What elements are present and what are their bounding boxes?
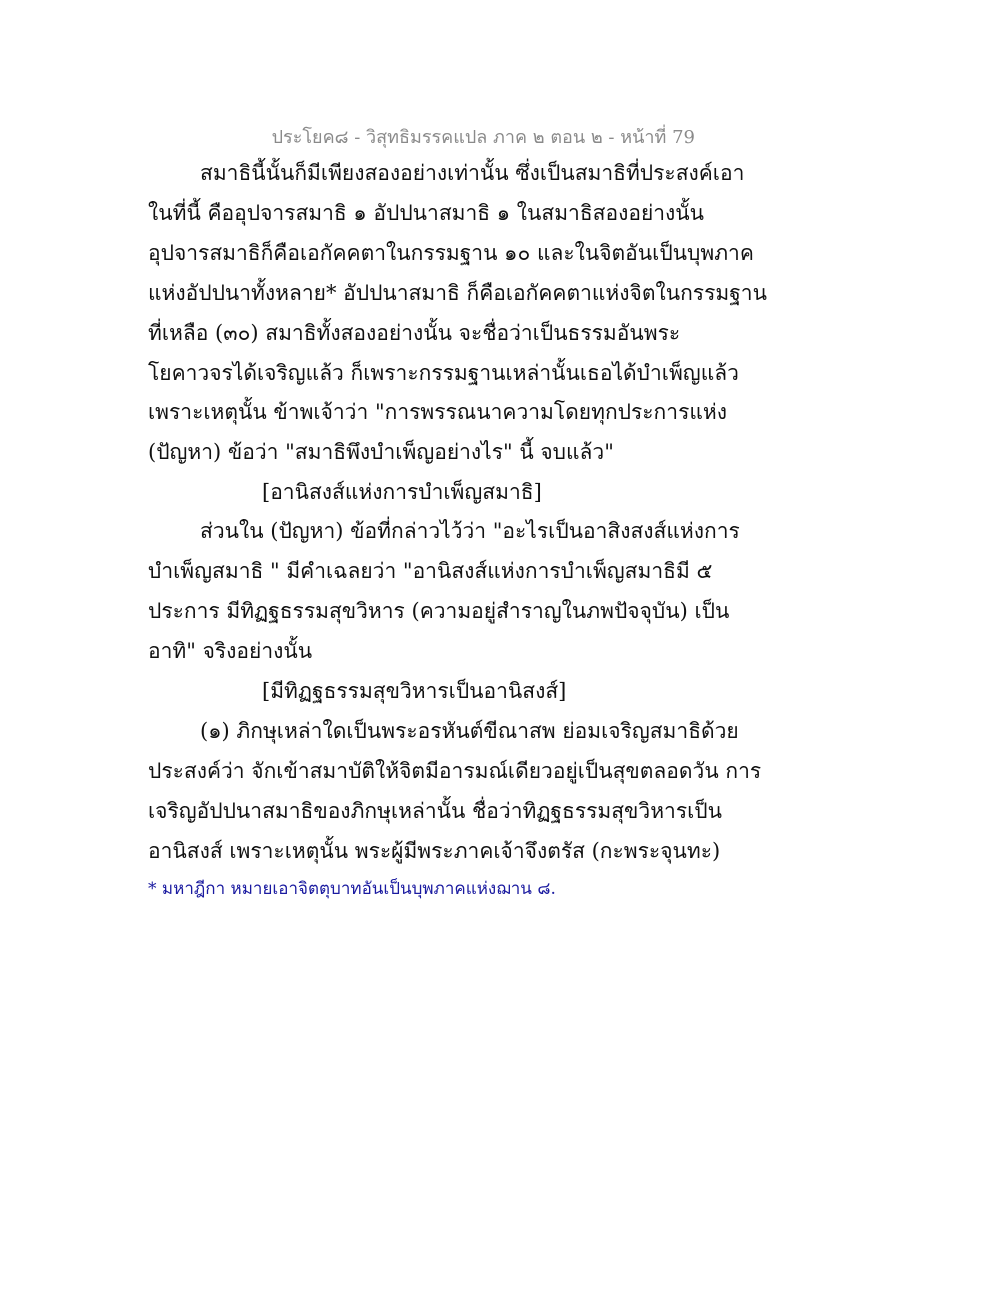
body-line: เพราะเหตุนั้น ข้าพเจ้าว่า "การพรรณนาความโดยทุกประการแห่ง — [148, 400, 727, 424]
body-line: อานิสงส์ เพราะเหตุนั้น พระผู้มีพระภาคเจ้าจึงตรัส (กะพระจุนทะ) — [148, 839, 721, 863]
body-line: ประการ มีทิฏฐธรรมสุขวิหาร (ความอยู่สำราญในภพปัจจุบัน) เป็น — [148, 599, 730, 623]
body-line: อุปจารสมาธิก็คือเอกัคคตาในกรรมฐาน ๑๐ และในจิตอันเป็นบุพภาค — [148, 241, 754, 265]
body-line: ในที่นี้ คืออุปจารสมาธิ ๑ อัปปนาสมาธิ ๑ ในสมาธิสองอย่างนั้น — [148, 201, 705, 225]
body-line: โยคาวจรได้เจริญแล้ว ก็เพราะกรรมฐานเหล่านั้นเธอได้บำเพ็ญแล้ว — [148, 361, 739, 385]
body-line: (ปัญหา) ข้อว่า "สมาธิพึงบำเพ็ญอย่างไร" นี้ จบแล้ว" — [148, 440, 614, 464]
body-line: อาทิ" จริงอย่างนั้น — [148, 639, 313, 663]
section-heading: [มีทิฏฐธรรมสุขวิหารเป็นอานิสงส์] — [262, 679, 567, 703]
body-line: (๑) ภิกษุเหล่าใดเป็นพระอรหันต์ขีณาสพ ย่อมเจริญสมาธิด้วย — [200, 719, 739, 743]
body-line: บำเพ็ญสมาธิ " มีคำเฉลยว่า "อานิสงส์แห่งการบำเพ็ญสมาธิมี ๕ — [148, 559, 713, 583]
body-line: สมาธินี้นั้นก็มีเพียงสองอย่างเท่านั้น ซึ่งเป็นสมาธิที่ประสงค์เอา — [200, 161, 745, 185]
body-line: แห่งอัปปนาทั้งหลาย* อัปปนาสมาธิ ก็คือเอกัคคตาแห่งจิตในกรรมฐาน — [148, 281, 767, 305]
section-heading: [อานิสงส์แห่งการบำเพ็ญสมาธิ] — [262, 480, 542, 504]
body-line: ประสงค์ว่า จักเข้าสมาบัติให้จิตมีอารมณ์เดียวอยู่เป็นสุขตลอดวัน การ — [148, 759, 762, 783]
body-line: เจริญอัปปนาสมาธิของภิกษุเหล่านั้น ชื่อว่าทิฏฐธรรมสุขวิหารเป็น — [148, 799, 722, 823]
page-header: ประโยค๘ - วิสุทธิมรรคแปล ภาค ๒ ตอน ๒ - หน้าที่ 79 — [271, 127, 695, 148]
footnote: * มหาฎีกา หมายเอาจิตตุบาทอันเป็นบุพภาคแห่งฌาน ๘. — [148, 879, 556, 899]
body-line: ที่เหลือ (๓๐) สมาธิทั้งสองอย่างนั้น จะชื่อว่าเป็นธรรมอันพระ — [148, 321, 681, 345]
body-line: ส่วนใน (ปัญหา) ข้อที่กล่าวไว้ว่า "อะไรเป็นอาสิงสงส์แห่งการ — [200, 519, 740, 543]
